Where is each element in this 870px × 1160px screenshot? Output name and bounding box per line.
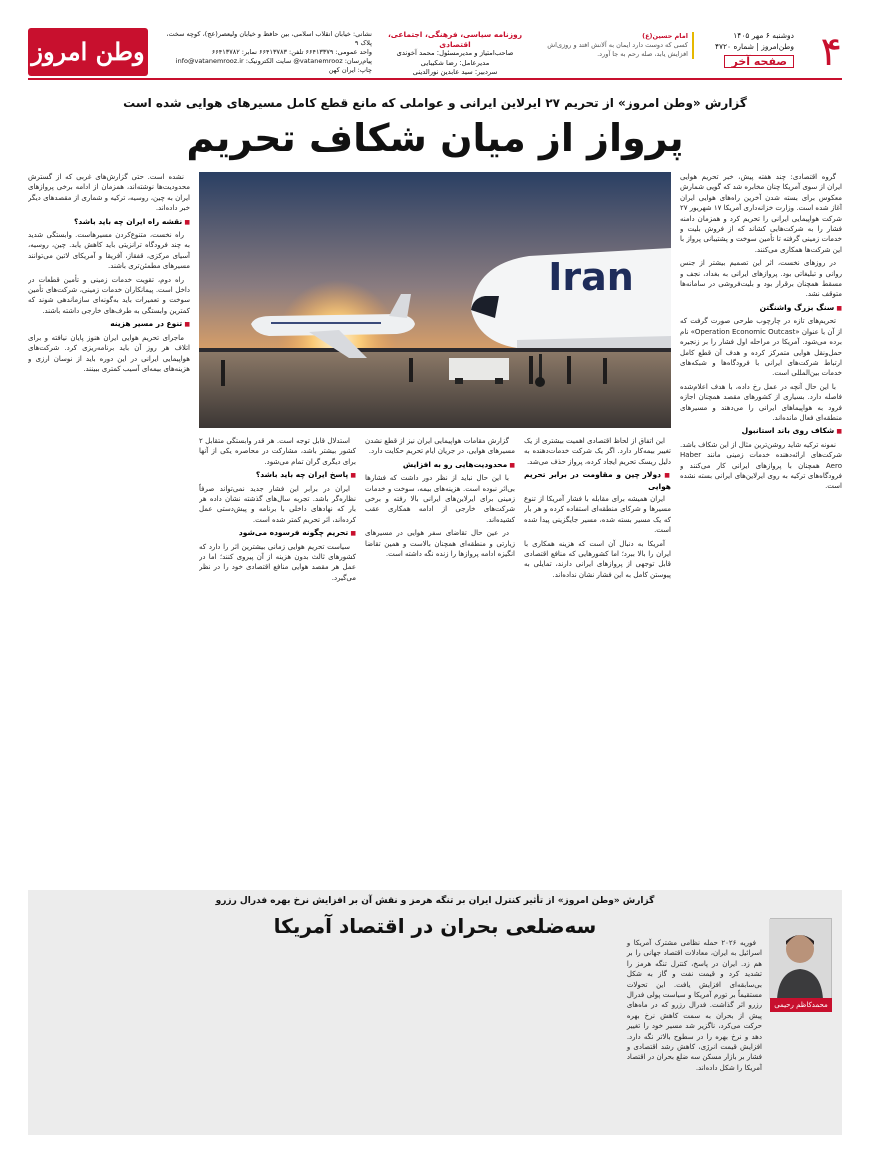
second-article-headline: سه‌ضلعی بحران در اقتصاد آمریکا <box>273 914 597 938</box>
subheading: ■ سنگ بزرگ واشنگتن <box>680 303 842 314</box>
quote-text: کسی که دوست دارد ایمان به آلانش افتد و روزی‌اش افزایش یابد، صله رحم به جا آورد. <box>547 41 688 58</box>
subheading: ■ نقشه راه ایران چه باید باشد؟ <box>28 217 190 228</box>
airport-sunset-image <box>199 172 671 428</box>
second-article-kicker: گزارش «وطن امروز» از تأثیر کنترل ایران بر تنگه هرمز و نقش آن بر افزایش نرخ بهره فدرال رزرو <box>215 896 655 906</box>
paragraph: ایران در برابر این فشار جدید نمی‌تواند صرفاً نظاره‌گر باشد. تجربه سال‌های گذشته نشان داده هر بار که نهادهای داخلی با برنامه و پیش‌دستی عمل کرده‌اند، اثر تحریم کمتر شده است. <box>199 484 356 524</box>
paragraph: این اتفاق از لحاظ اقتصادی اهمیت بیشتری از یک تغییر بیمه‌کار دارد. اگر یک شرکت خدمات‌دهنده به دلیل ریسک تحریم ایجاد کرده، پرواز حذف می‌شد. <box>524 437 671 466</box>
staff-line: مدیرعامل: رضا شکیبایی <box>420 58 490 67</box>
paragraph: با این حال آنچه در عمل رخ داده، با هدف اعلام‌شده فاصله دارد. بسیاری از کشورهای مقصد همچنان اجازه فرود به هواپیماهای ایرانی را می‌دهند و مسیرهای منطقه‌ای فعال مانده‌اند. <box>680 382 842 422</box>
address-line: واحد عمومی: ۶۶۴۱۳۳۷۹ تلفن: ۶۶۴۱۳۷۸۳ نمابر: ۶۶۴۱۳۷۸۲ <box>211 48 372 56</box>
newspaper-logo: وطن امروز <box>28 28 148 76</box>
paragraph: استدلال قابل توجه است. هر قدر وابستگی متقابل ۲ کشور بیشتر باشد، مشارکت در محاصره یکی از آنها برای دیگری گران تمام می‌شود. <box>199 437 356 466</box>
aircraft-livery-text: Iran <box>548 255 634 299</box>
subheading: ■ دولار چین و مقاومت در برابر تحریم هوایی <box>524 470 671 492</box>
article-kicker: گزارش «وطن امروز» از تحریم ۲۷ ایرلاین ایرانی و عواملی که مانع قطع کامل مسیرهای هوایی شده است <box>123 96 747 110</box>
paragraph: آمریکا به دنبال آن است که هزینه همکاری با ایران را بالا ببرد؛ اما کشورهایی که منافع اقتصادی قابل توجهی از پروازهای ایرانی دارند، تمایلی به پیوستن کامل به این فشار نشان نداده‌اند. <box>524 539 671 579</box>
author-portrait-icon <box>769 919 831 999</box>
article-column-1 <box>680 172 842 884</box>
masthead <box>28 28 842 80</box>
second-article-body <box>38 938 762 1128</box>
page-number: ۴ <box>820 29 842 75</box>
address-line: چاپ: ایران کهن <box>328 66 372 74</box>
subheading: ■ محدودیت‌هایی رو به افزایش <box>365 460 515 471</box>
subheading: ■ پاسخ ایران چه باید باشد؟ <box>199 470 356 481</box>
paragraph: گروه اقتصادی: چند هفته پیش، خبر تحریم هوایی ایران از سوی آمریکا چنان مخابره شد که گویی شمارش معکوس برای بسته شدن آخرین راه‌های هوایی ایران آغاز شده است. وزارت خزانه‌داری آمریکا ۱۷ شهریور ۲۷ شرکت هواپیمایی ایرانی را تحریم کرد و همزمان دامنه فشار را به شرکت‌هایی کشاند که از فروش بلیت و خدمات زمینی گرفته تا تأمین سوخت و پشتیبانی پرواز با این شرکت‌ها همکاری می‌کنند. <box>680 173 842 254</box>
article-photo <box>199 172 671 428</box>
issue-line: وطن‌امروز | شماره ۴۷۲۰ <box>714 42 794 51</box>
date-line: دوشنبه ۶ مهر ۱۴۰۵ <box>733 31 794 40</box>
paper-kind: روزنامه سیاسی، فرهنگی، اجتماعی، اقتصادی <box>387 30 523 49</box>
subheading: ■ تنوع در مسیر هزینه <box>28 319 190 330</box>
staff-info <box>380 30 530 78</box>
paragraph: راه دوم، تقویت خدمات زمینی و تأمین قطعات در داخل است. پیمانکاران خدمات زمینی، شرکت‌های تأمین سوخت و تعمیرات باید به‌گونه‌ای سازماندهی شوند که کمترین وابستگی به طرف‌های خارجی داشته باشند. <box>28 275 190 315</box>
paragraph: نمونه ترکیه شاید روشن‌ترین مثال از این شکاف باشد. شرکت‌های ارائه‌دهنده خدمات زمینی مانند Haber Aero همچنان با پروازهای ایرانی کار می‌کنند و فرودگاه‌های ترکیه به روی ایرلاین‌های ایرانی بسته نشده است. <box>680 440 842 491</box>
paragraph: در روزهای نخست، اثر این تصمیم بیشتر از جنس روانی و تبلیغاتی بود. پروازهای ایرانی به بغداد، نجف و مسقط همچنان برقرار بود و بلیت‌فروشی در سامانه‌ها متوقف نشد. <box>680 259 842 299</box>
paragraph: ایران همیشه برای مقابله با فشار آمریکا از تنوع مسیرها و شرکای منطقه‌ای استفاده کرده و هر بار که یک مسیر بسته شده، مسیر جایگزینی پیدا شده است. <box>524 495 671 535</box>
paragraph: نشده است. حتی گزارش‌های غربی که از گسترش محدودیت‌ها نوشته‌اند، همزمان از ادامه برخی پروازهای ایران به چین، روسیه، ترکیه و شماری از مقصدهای دیگر خبر داده‌اند. <box>28 173 190 213</box>
staff-line: صاحب‌امتیاز و مدیرمسئول: محمد آخوندی <box>396 49 514 57</box>
paragraph: راه نخست، متنوع‌کردن مسیرهاست. وابستگی شدید به چند فرودگاه ترانزیتی باید کاهش یابد. چین، روسیه، آسیای مرکزی، قفقاز، آفریقا و آمریکای لاتین می‌توانند مسیرهای مطمئن‌تری باشند. <box>28 231 190 271</box>
paragraph: سیاست تحریم هوایی زمانی بیشترین اثر را دارد که کشورهای ثالث بدون هزینه از آن پیروی کنند؛ اما در عمل هر مقصد هوایی منافع اقتصادی خود را در نظر می‌گیرد. <box>199 542 356 582</box>
paragraph: ماجرای تحریم هوایی ایران هنوز پایان نیافته و برای اتلاف هر روز آن باید برنامه‌ریزی کرد. شرکت‌های هواپیمایی ایرانی در این دوره باید از نوسان ارزی و هزینه‌های بیمه‌ای آسیب کمتری ببینند. <box>28 333 190 373</box>
issue-info <box>704 30 794 68</box>
address-line: پیام‌رسان: vatanemrooz@ سایت الکترونیک: info@vatanemrooz.ir <box>175 57 372 65</box>
quote-author: امام حسین(ع) <box>642 32 688 40</box>
address-info <box>162 30 372 75</box>
paragraph: فوریه ۲۰۲۶ حمله نظامی مشترک آمریکا و اسرائیل به ایران، معادلات اقتصاد جهانی را بر هم زد. ایران در پاسخ، کنترل تنگه هرمز را تشدید کرد و قیمت نفت و گاز به شکل بی‌سابقه‌ای افزایش یافت. این تحولات مستقیماً بر تورم آمریکا و سیاست پولی فدرال رزرو اثر گذاشت. فدرال رزرو که در ماه‌های پیش از بحران به سمت کاهش نرخ بهره حرکت می‌کرد، ناگزیر شد مسیر خود را تغییر دهد و نرخ بهره را در سطوح بالاتر نگه دارد. افزایش قیمت انرژی، کاهش رشد اقتصادی و فشار بر بازار مسکن سه ضلع بحران در اقتصاد آمریکا را شکل داده‌اند. <box>626 939 762 1072</box>
staff-line: سردبیر: سید عابدین نورالدینی <box>412 68 498 76</box>
article-column-5 <box>28 172 190 884</box>
paragraph: در عین حال تقاضای سفر هوایی در مسیرهای زیارتی و منطقه‌ای همچنان بالاست و همین تقاضا انگیزه ادامه پروازها را زنده نگه داشته است. <box>365 529 515 559</box>
author-photo <box>770 918 832 998</box>
author-name: محمدکاظم رحیمی <box>770 998 832 1012</box>
article-column-3 <box>365 436 515 884</box>
article-column-4 <box>199 436 356 884</box>
subheading: ■ تحریم چگونه فرسوده می‌شود <box>199 528 356 539</box>
daily-quote <box>544 32 694 59</box>
page-name-badge: صفحه آخر <box>724 55 794 68</box>
subheading: ■ شکاف روی باند استانبول <box>680 426 842 437</box>
article-column-2 <box>524 436 671 884</box>
article-headline: پرواز از میان شکاف تحریم <box>186 116 684 160</box>
paragraph: تحریم‌های تازه در چارچوب طرحی صورت گرفت که از آن با عنوان «Operation Economic Outcast» نام برده می‌شود. آمریکا در مراحله اول فشار را بر زنجیره حمل‌ونقل هوایی متمرکز کرده و هدف آن قطع کامل ارتباط شرکت‌های ایرانی با فرودگاه‌ها و شبکه‌های خدمات بین‌المللی است. <box>680 317 842 378</box>
address-line: نشانی: خیابان انقلاب اسلامی، بین حافظ و خیابان ولیعصر(عج)، کوچه سخت، پلاک ۹ <box>166 30 372 47</box>
paragraph: با این حال نباید از نظر دور داشت که فشارها بی‌اثر نبوده است. هزینه‌های بیمه، سوخت و خدمات زمینی برای ایرلاین‌های ایرانی بالا رفته و برخی شرکت‌های خارجی از ادامه همکاری عقب کشیده‌اند. <box>365 474 515 524</box>
paragraph: گزارش مقامات هواپیمایی ایران نیز از قطع نشدن مسیرهای هوایی، در جریان ایام تحریم حکایت دارد. <box>365 437 515 456</box>
